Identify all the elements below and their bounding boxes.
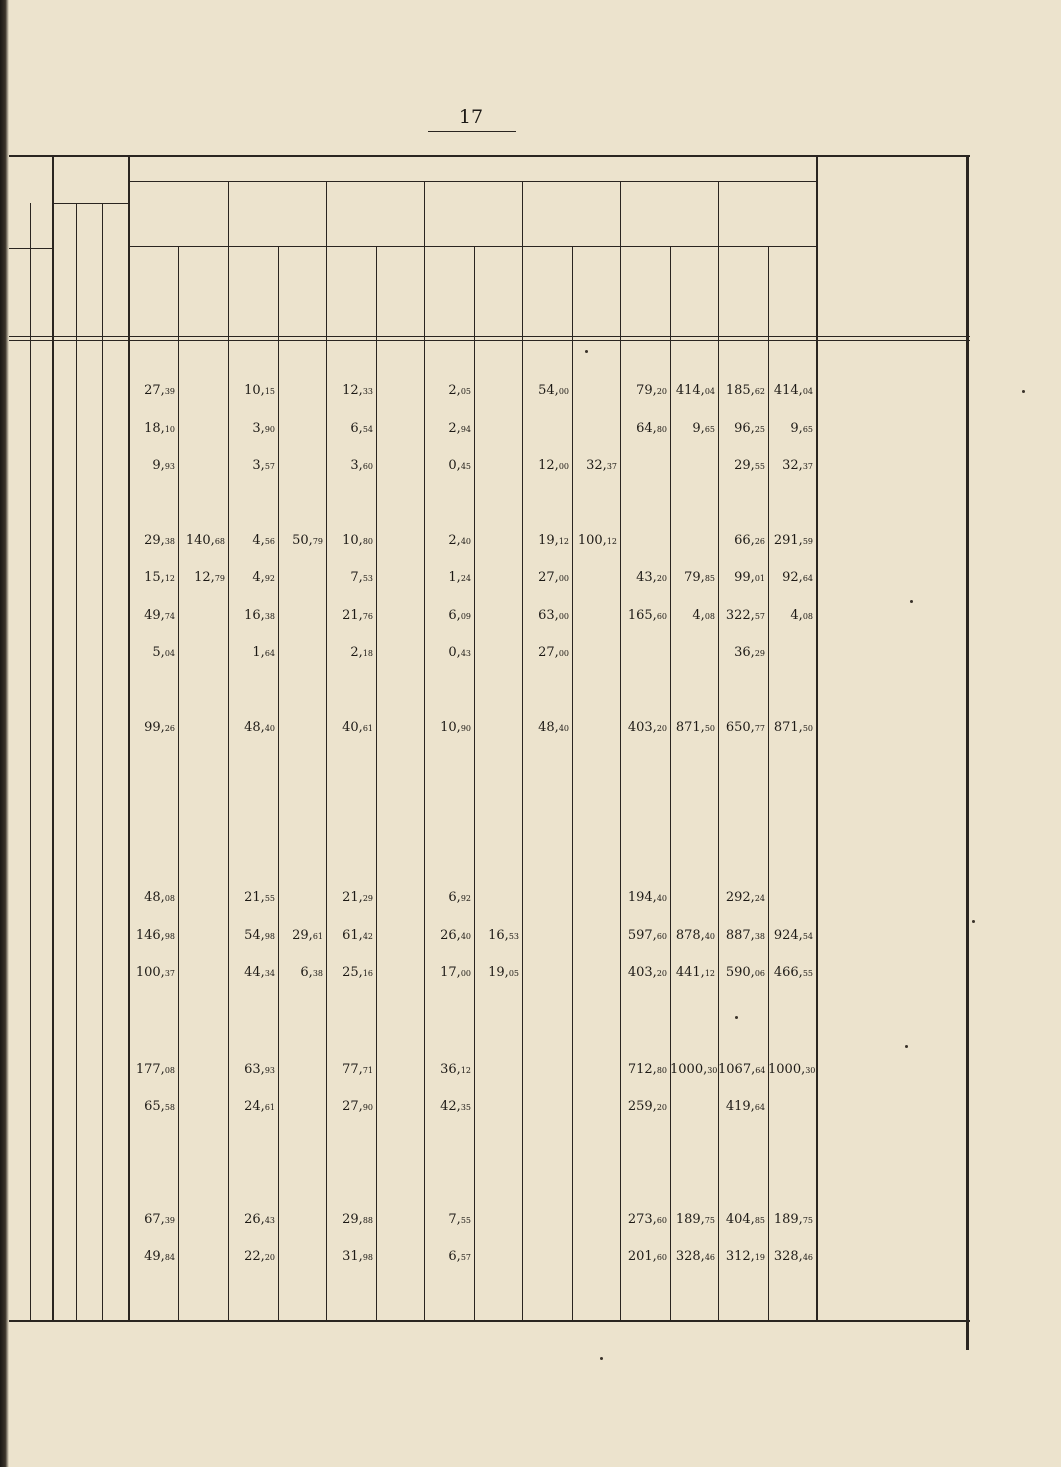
table-cell: 185,62 [725, 383, 765, 398]
table-cell: 9,93 [152, 458, 175, 473]
table-cell: 48,08 [144, 890, 175, 905]
table-cell: 5,04 [152, 645, 175, 660]
table-cell: 96,25 [734, 421, 765, 436]
table-cell: 21,55 [244, 890, 275, 905]
table-cell: 7,53 [350, 570, 373, 585]
table-cell: 165,60 [627, 608, 667, 623]
page-number: 17 [458, 106, 484, 128]
table-vertical-rule [670, 246, 671, 1320]
book-binding-edge [0, 0, 9, 1467]
table-cell: 6,92 [448, 890, 471, 905]
table-cell: 3,57 [252, 458, 275, 473]
table-horizontal-rule [9, 336, 970, 337]
table-cell: 12,79 [194, 570, 225, 585]
payment-group-header [128, 183, 226, 243]
table-cell: 54,00 [538, 383, 569, 398]
table-cell: 273,60 [627, 1212, 667, 1227]
table-cell: 292,24 [725, 890, 765, 905]
table-cell: 194,40 [627, 890, 667, 905]
table-cell: 312,19 [725, 1249, 765, 1264]
scan-speck [735, 1016, 738, 1019]
table-cell: 414,04 [675, 383, 715, 398]
table-cell: 2,94 [448, 421, 471, 436]
payment-group-header [618, 183, 716, 243]
table-cell: 43,20 [636, 570, 667, 585]
vertical-column-label [81, 215, 99, 333]
table-vertical-rule [620, 181, 621, 1320]
table-cell: 403,20 [627, 965, 667, 980]
table-cell: 67,39 [144, 1212, 175, 1227]
table-vertical-rule [178, 246, 179, 1320]
table-cell: 21,76 [342, 608, 373, 623]
table-cell: 29,55 [734, 458, 765, 473]
table-cell: 21,29 [342, 890, 373, 905]
table-cell: 328,46 [773, 1249, 813, 1264]
table-cell: 49,84 [144, 1249, 175, 1264]
table-cell: 322,57 [725, 608, 765, 623]
table-cell: 414,04 [773, 383, 813, 398]
table-cell: 63,93 [244, 1062, 275, 1077]
table-vertical-rule [228, 181, 229, 1320]
table-cell: 77,71 [342, 1062, 373, 1077]
table-cell: 29,88 [342, 1212, 373, 1227]
vertical-column-label [106, 215, 124, 333]
table-cell: 4,56 [252, 533, 275, 548]
table-cell: 6,09 [448, 608, 471, 623]
table-cell: 36,12 [440, 1062, 471, 1077]
table-cell: 99,26 [144, 720, 175, 735]
payment-group-header [520, 183, 618, 243]
table-vertical-rule [816, 155, 818, 1320]
table-cell: 48,40 [244, 720, 275, 735]
table-cell: 259,20 [627, 1099, 667, 1114]
table-cell: 22,20 [244, 1249, 275, 1264]
table-cell: 1,24 [448, 570, 471, 585]
table-cell: 712,80 [627, 1062, 667, 1077]
table-horizontal-rule [128, 246, 816, 247]
vertical-column-label [192, 252, 210, 332]
table-vertical-rule [278, 246, 279, 1320]
table-vertical-rule [30, 248, 31, 1320]
table-cell: 27,00 [538, 570, 569, 585]
table-cell: 65,58 [144, 1099, 175, 1114]
table-cell: 27,90 [342, 1099, 373, 1114]
vertical-column-label [536, 252, 554, 332]
table-cell: 12,00 [538, 458, 569, 473]
table-cell: 26,43 [244, 1212, 275, 1227]
table-cell: 6,38 [300, 965, 323, 980]
page-number-rule [428, 131, 516, 132]
table-cell: 189,75 [773, 1212, 813, 1227]
table-cell: 878,40 [675, 928, 715, 943]
table-cell: 1,64 [252, 645, 275, 660]
table-cell: 1000,30 [768, 1062, 816, 1077]
table-cell: 2,05 [448, 383, 471, 398]
table-cell: 6,57 [448, 1249, 471, 1264]
table-vertical-rule [424, 181, 425, 1320]
payment-group-header [422, 183, 520, 243]
table-cell: 404,85 [725, 1212, 765, 1227]
table-cell: 871,50 [675, 720, 715, 735]
payment-group-header [226, 183, 324, 243]
table-cell: 10,90 [440, 720, 471, 735]
vertical-column-label [340, 252, 358, 332]
table-cell: 63,00 [538, 608, 569, 623]
scan-speck [910, 600, 913, 603]
vertical-column-label [780, 252, 798, 332]
table-cell: 54,98 [244, 928, 275, 943]
table-cell: 328,46 [675, 1249, 715, 1264]
table-cell: 4,92 [252, 570, 275, 585]
table-cell: 26,40 [440, 928, 471, 943]
table-cell: 24,61 [244, 1099, 275, 1114]
table-vertical-rule [128, 155, 130, 1320]
table-vertical-rule [376, 246, 377, 1320]
table-cell: 590,06 [725, 965, 765, 980]
table-vertical-rule [522, 181, 523, 1320]
table-cell: 1000,30 [670, 1062, 718, 1077]
table-vertical-rule [76, 203, 77, 1320]
table-cell: 18,10 [144, 421, 175, 436]
table-cell: 42,35 [440, 1099, 471, 1114]
table-vertical-rule [52, 155, 54, 1320]
table-cell: 9,65 [692, 421, 715, 436]
table-cell: 64,80 [636, 421, 667, 436]
table-cell: 3,90 [252, 421, 275, 436]
payments-title [128, 157, 816, 179]
table-cell: 15,12 [144, 570, 175, 585]
payment-group-header [716, 183, 814, 243]
table-cell: 10,80 [342, 533, 373, 548]
table-cell: 50,79 [292, 533, 323, 548]
table-cell: 871,50 [773, 720, 813, 735]
table-cell: 6,54 [350, 421, 373, 436]
table-cell: 79,85 [684, 570, 715, 585]
vertical-column-label [682, 252, 700, 332]
table-cell: 403,20 [627, 720, 667, 735]
table-cell: 466,55 [773, 965, 813, 980]
table-cell: 140,68 [185, 533, 225, 548]
table-cell: 7,55 [448, 1212, 471, 1227]
table-cell: 25,16 [342, 965, 373, 980]
table-cell: 19,12 [538, 533, 569, 548]
scan-speck [905, 1045, 908, 1048]
table-vertical-rule [102, 203, 103, 1320]
vertical-column-label [486, 252, 504, 332]
vertical-column-label [34, 258, 50, 333]
table-cell: 48,40 [538, 720, 569, 735]
scan-speck [585, 350, 588, 353]
vertical-column-label [242, 252, 260, 332]
vertical-column-label [290, 252, 308, 332]
table-cell: 201,60 [627, 1249, 667, 1264]
table-cell: 2,18 [350, 645, 373, 660]
left-cut-header [9, 170, 52, 240]
table-vertical-rule [966, 155, 969, 1350]
table-vertical-rule [572, 246, 573, 1320]
vertical-column-label [12, 258, 28, 333]
table-cell: 92,64 [782, 570, 813, 585]
table-vertical-rule [718, 181, 719, 1320]
table-cell: 597,60 [627, 928, 667, 943]
table-cell: 29,61 [292, 928, 323, 943]
table-cell: 1067,64 [718, 1062, 766, 1077]
table-cell: 16,38 [244, 608, 275, 623]
scan-speck [1022, 390, 1025, 393]
table-cell: 3,60 [350, 458, 373, 473]
vertical-column-label [56, 215, 74, 333]
table-cell: 924,54 [773, 928, 813, 943]
vertical-column-label [388, 252, 406, 332]
scan-speck [972, 920, 975, 923]
table-cell: 44,34 [244, 965, 275, 980]
table-cell: 9,65 [790, 421, 813, 436]
livestock-group-header [52, 158, 128, 200]
table-vertical-rule [768, 246, 769, 1320]
table-cell: 189,75 [675, 1212, 715, 1227]
table-cell: 12,33 [342, 383, 373, 398]
table-vertical-rule [326, 181, 327, 1320]
table-vertical-rule [474, 246, 475, 1320]
table-cell: 32,37 [782, 458, 813, 473]
vertical-column-label [634, 252, 652, 332]
table-cell: 49,74 [144, 608, 175, 623]
table-cell: 146,98 [135, 928, 175, 943]
table-cell: 887,38 [725, 928, 765, 943]
table-cell: 177,08 [135, 1062, 175, 1077]
table-cell: 29,38 [144, 533, 175, 548]
table-cell: 36,29 [734, 645, 765, 660]
table-cell: 40,61 [342, 720, 373, 735]
table-horizontal-rule [9, 1320, 970, 1322]
scan-speck [600, 1357, 603, 1360]
table-cell: 4,08 [790, 608, 813, 623]
vertical-column-label [144, 252, 162, 332]
table-cell: 291,59 [773, 533, 813, 548]
table-cell: 419,64 [725, 1099, 765, 1114]
payment-group-header [324, 183, 422, 243]
table-cell: 19,05 [488, 965, 519, 980]
table-cell: 27,00 [538, 645, 569, 660]
table-cell: 17,00 [440, 965, 471, 980]
vertical-column-label [584, 252, 602, 332]
table-cell: 61,42 [342, 928, 373, 943]
table-cell: 99,01 [734, 570, 765, 585]
table-cell: 27,39 [144, 383, 175, 398]
table-horizontal-rule [128, 181, 816, 182]
table-cell: 441,12 [675, 965, 715, 980]
table-cell: 2,40 [448, 533, 471, 548]
table-cell: 650,77 [725, 720, 765, 735]
table-cell: 31,98 [342, 1249, 373, 1264]
table-cell: 0,45 [448, 458, 471, 473]
table-cell: 79,20 [636, 383, 667, 398]
table-cell: 66,26 [734, 533, 765, 548]
table-horizontal-rule [9, 340, 970, 341]
vertical-column-label [732, 252, 750, 332]
table-cell: 100,12 [577, 533, 617, 548]
table-cell: 32,37 [586, 458, 617, 473]
table-cell: 10,15 [244, 383, 275, 398]
table-cell: 4,08 [692, 608, 715, 623]
table-horizontal-rule [52, 203, 128, 204]
table-cell: 16,53 [488, 928, 519, 943]
table-cell: 100,37 [135, 965, 175, 980]
table-cell: 0,43 [448, 645, 471, 660]
vertical-column-label [438, 252, 456, 332]
